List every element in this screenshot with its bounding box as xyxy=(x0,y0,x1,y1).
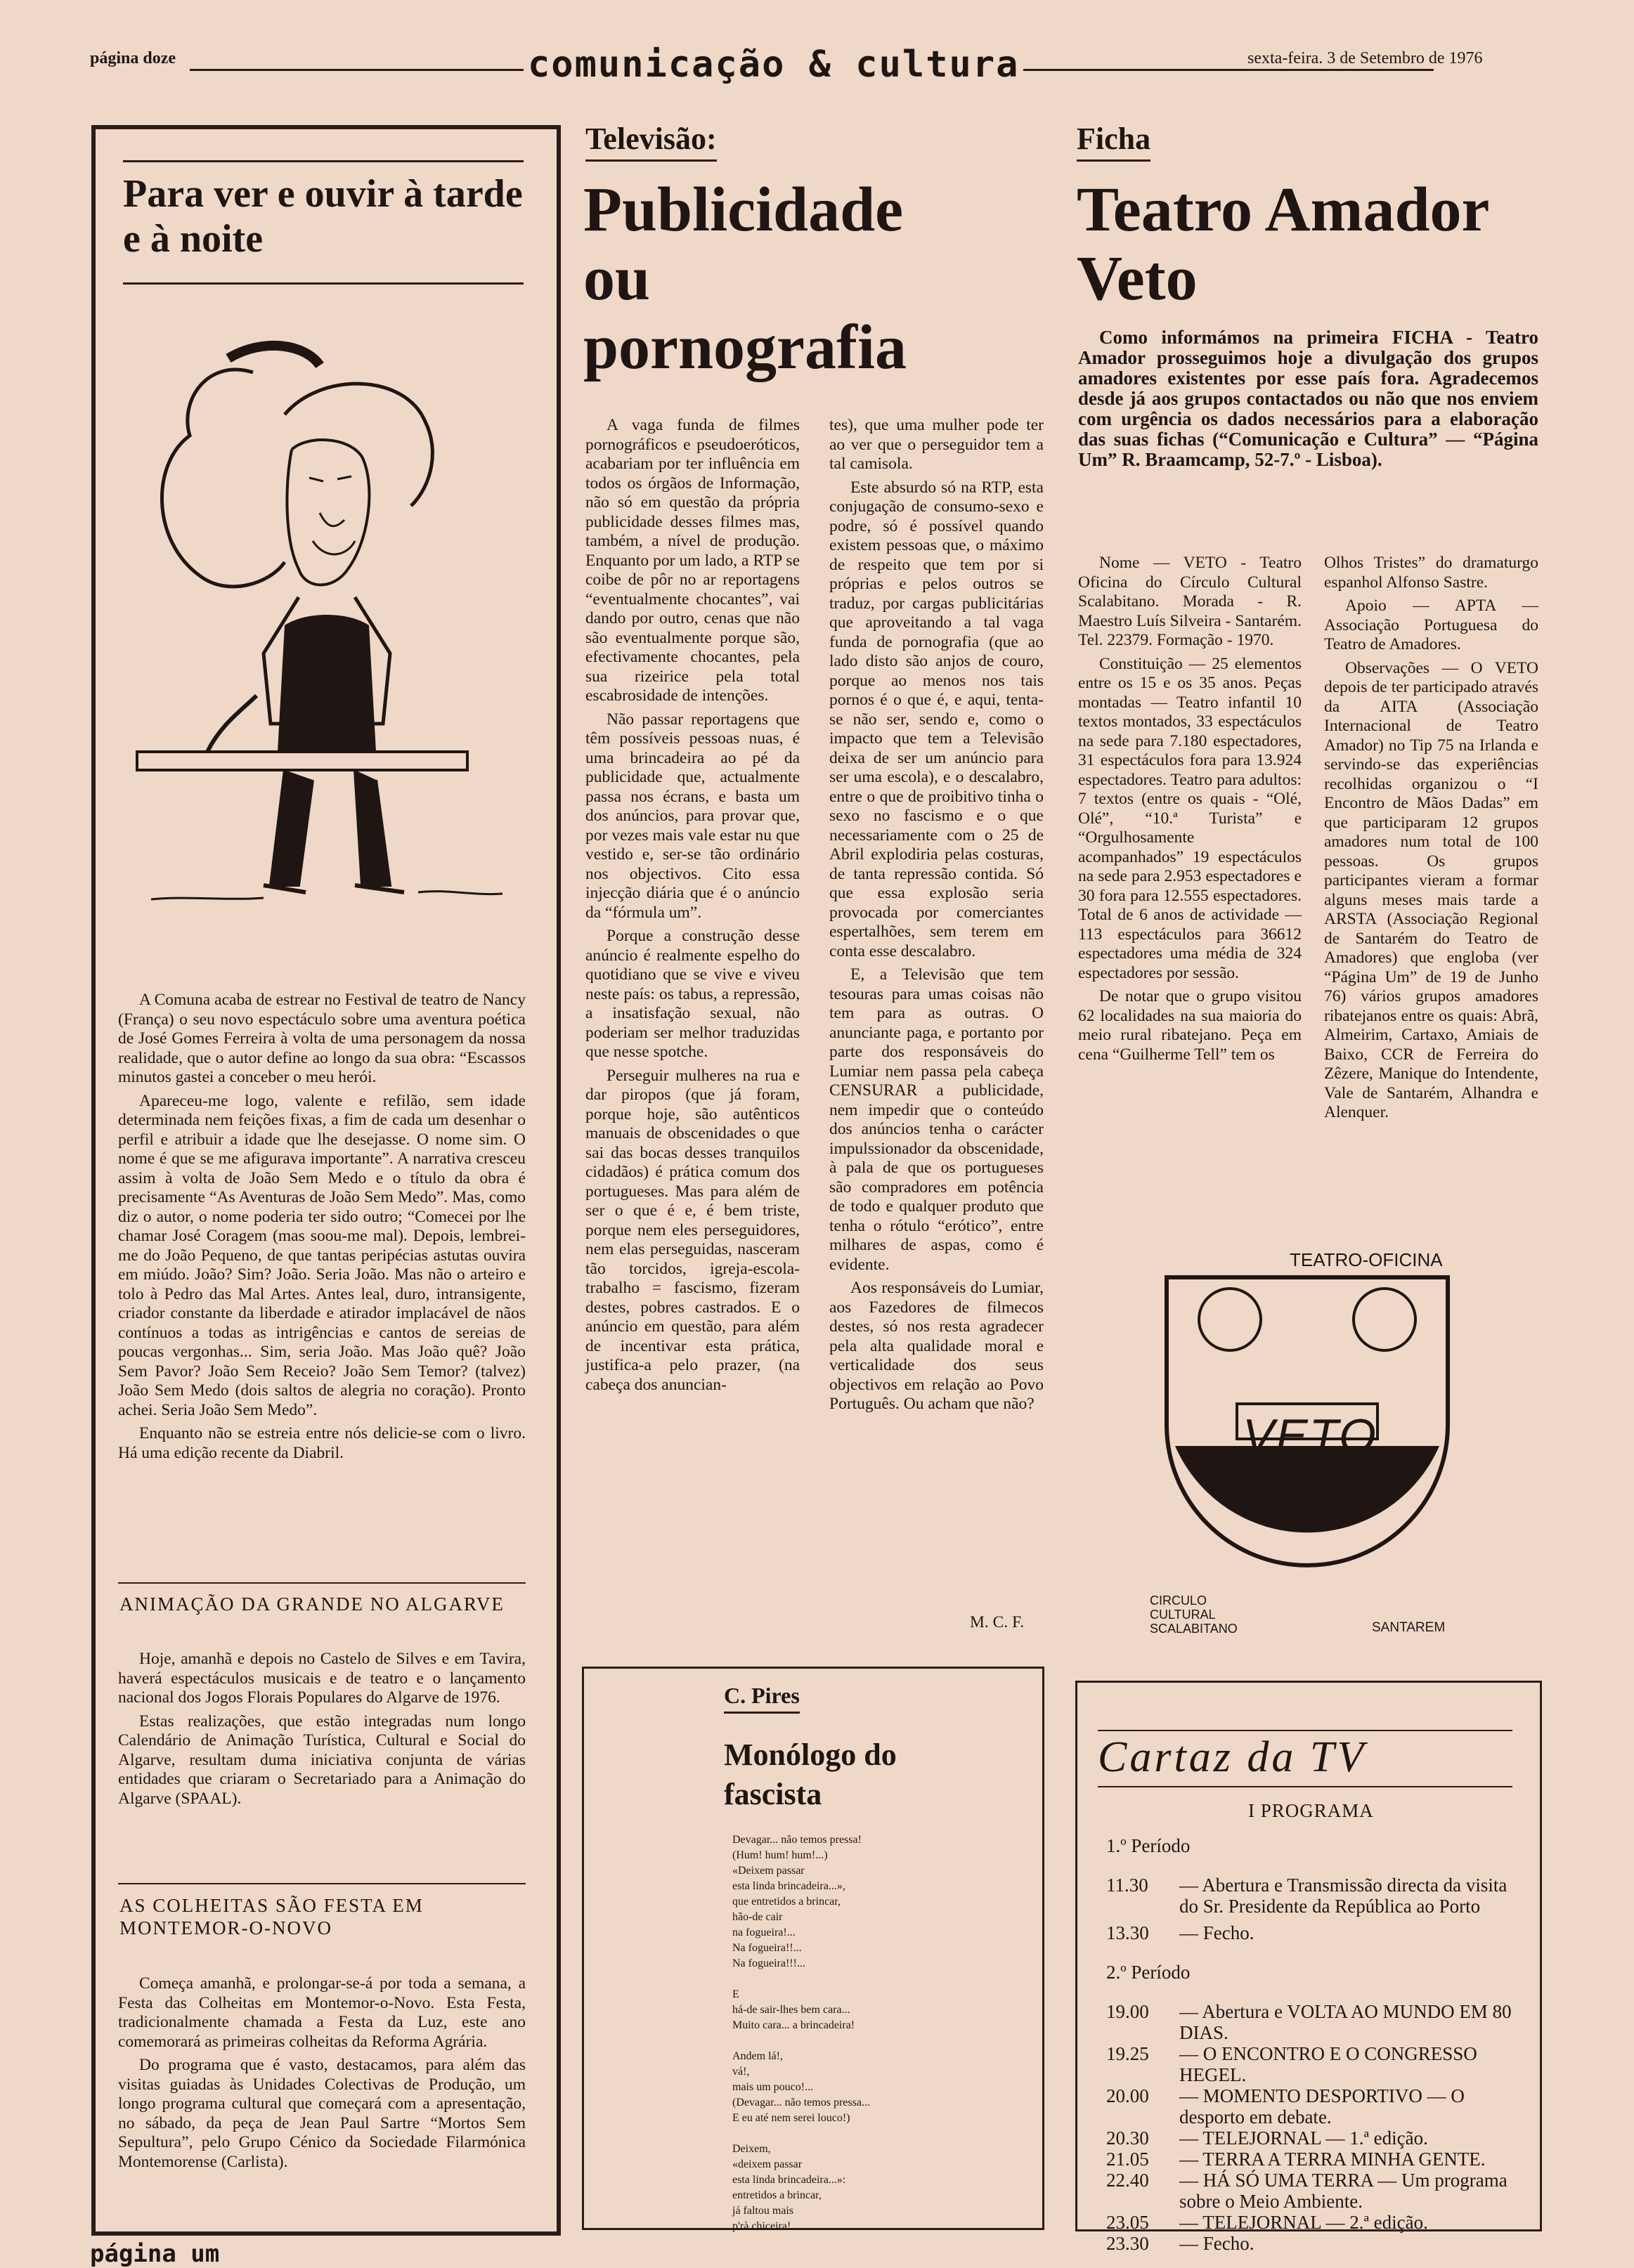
sec2-text: Começa amanhã, e prolongar-se-á por toda a semana, a Festa das Colheitas em Montemor-o-Novo. Esta Festa, tradicionalmente chamada a Festa da Luz, este ano comemorará as primeiras colheitas da Reforma Agrária. Do programa que é vasto, destacamos, para além das visitas guiadas às Unidades Colectivas de Produção, um longo programa cultural que começará com a apresentação, no sábado, da peça de Jean Paul Sartre “Mortos Sem Sepultura”, pelo Grupo Cénico da Sociedade Filarmónica Montemorense (Carlista). xyxy=(118,1974,526,2171)
tv-period-2: 2.º Período xyxy=(1106,1962,1191,1983)
tv-p2-list: 19.00 — Abertura e VOLTA AO MUNDO EM 80 DIAS. 19.25 — O ENCONTRO E O CONGRESSO HEGEL. 20.00 — MOMENTO DESPORTIVO — O desporto em debate. 20.30 — TELEJORNAL — 1.ª edição. 21.05 — TERRA A TERRA MINHA GENTE. 22.40 — HÁ SÓ UMA TERRA — Um programa sobre o Meio Ambiente. 23.05 — TELEJORNAL — 2.ª edição. 23.30 — Fecho. xyxy=(1106,2001,1512,2254)
left-box-title: Para ver e ouvir à tarde e à noite xyxy=(123,172,523,261)
left-intro-text: A Comuna acaba de estrear no Festival de teatro de Nancy (França) o seu novo espectáculo sobre uma aventura poética de José Gomes Ferreira à volta de uma personagem da nossa realidade, que o autor define ao longo da sua obra: “Escassos minutos gastei a conceber o meu herói. Apareceu-me logo, valente e refilão, sem idade determinada nem feições fixas, a fim de cada um desenhar o perfil e atribuir a idade que lhe desejasse. O nome sim. O nome é que se me afigurava importante”. A narrativa cresceu assim à volta de João Sem Medo e o título da obra é precisamente “As Aventuras de João Sem Medo”. Mas, como diz o autor, o nome poderia ter sido outro; “Comecei por lhe chamar José Coragem (mas soou-me mal). Depois, lembrei-me do João Pequeno, de que tantas peripécias astutas ouvira em miúdo. João? Sim? João. Seria João. Mas não o arteiro e tolo à Pedro das Mal Artes. Antes leal, duro, intransigente, criador constante da liberdade e atirador implacável de nãos contínuos a todas as intrigências e cantos de sereias de poucas vergonhas... Sim, seria João. Mas João quê? João Sem Pavor? João Sem Receio? João Sem Temor? (talvez) João Sem Medo (dois saltos de alegria no coração). Pronto achei. Seria João Sem Medo”. Enquanto não se estreia entre nós delicie-se com o livro. Há uma edição recente da Diabril. xyxy=(118,991,526,1462)
right-kicker: Ficha xyxy=(1077,121,1150,162)
tv-period-1: 1.º Período xyxy=(1106,1835,1191,1856)
middle-col1: A vaga funda de filmes pornográficos e pseudoeróticos, acabariam por ter influência em todos os órgãos de Informação, não só em questão da própria publicidade desses filmes mas, também, a nível de produção. Enquanto por um lado, a RTP se coibe de pôr no ar reportagens “eventualmente chocantes”, vai dando por outro, cenas que não são eventualmente porque são, efectivamente chocantes, pela sua rizeirice pela total escabrosidade de intenções. Não passar reportagens que têm possíveis pessoas nuas, é uma brincadeira ao pé da publicidade que, actualmente passa nos écrans, e basta um dos anúncios, para provar que, por vezes mais vale estar nu que vestido e, ser-se tão ordinário nos objectivos. Cito essa injecção diária que é o anúncio da “fórmula um”. Porque a construção desse anúncio é realmente espelho do quotidiano que se vive e viveu neste país: os tabus, a repressão, a insatisfação sexual, não poderiam ser melhor traduzidas que nesse spotche. Perseguir mulheres na rua e dar piropos (que já foram, porque hoje, são autênticos manuais de obscenidades o que sai das bocas desses tranquilos cidadãos) é prática comum dos portugueses. Mas para além de ser o que é e, é bem triste, porque nem eles perseguidores, nem elas perseguidas, nasceram tão torcidos, igreja-escola-trabalho = fascismo, fizeram destes, pobres castrados. E o anúncio em questão, para além de incentivar esta prática, justifica-a pelo prazer, (na cabeça dos anuncian- xyxy=(585,416,800,1394)
caricature-illustration xyxy=(123,330,531,934)
tv-programme: I PROGRAMA xyxy=(1248,1800,1374,1821)
sec2-title: AS COLHEITAS SÃO FESTA EM MONTEMOR-O-NOVO xyxy=(119,1895,424,1938)
logo-bottom-right: SANTAREM xyxy=(1372,1620,1446,1635)
masthead: comunicação & cultura xyxy=(524,44,1023,86)
sec1-text: Hoje, amanhã e depois no Castelo de Silves e em Tavira, haverá espectáculos musicais e de teatro e o lançamento nacional dos Jogos Florais Populares do Algarve de 1976. Estas realizações, que estão integradas num longo Calendário de Animação Turística, Cultural e Social do Algarve, resultam duma iniciativa conjunta de várias entidades que criaram o Secretariado para a Animação do Algarve (SPAAL). xyxy=(118,1650,526,1808)
issue-date: sexta-feira. 3 de Setembro de 1976 xyxy=(1247,49,1483,67)
sec2-rule xyxy=(118,1883,526,1884)
left-title-rule-top xyxy=(123,160,524,162)
sec1-title: ANIMAÇÃO DA GRANDE NO ALGARVE xyxy=(119,1594,505,1615)
tv-title: Cartaz da TV xyxy=(1098,1733,1367,1781)
right-col2: Olhos Tristes” do dramaturgo espanhol Alfonso Sastre. Apoio — APTA — Associação Portuguesa do Teatro de Amadores. Observações — O VETO depois de ter participado através da AITA (Associação Internacional de Teatro Amador) no Tip 75 na Irlanda e servindo-se das experiências recolhidas organizou o “I Encontro de Mãos Dadas” em que participaram 12 grupos amadores num total de 100 pessoas. Os grupos participantes vieram a formar alguns meses mais tarde a ARSTA (Associação Regional de Santarém do Teatro de Amadores) que engloba (ver “Página Um” de 19 de Junho 76) vários grupos amadores ribatejanos entre os quais: Abrã, Almeirim, Cartaxo, Amiais de Baixo, CCR de Ferreira do Zêzere, Manique do Intendente, Vale de Santarém, Alhandra e Alenquer. xyxy=(1324,554,1538,1121)
left-title-rule-bottom xyxy=(123,282,524,285)
right-lead: Como informámos na primeira FICHA - Teatro Amador prosseguimos hoje a divulgação dos grupos amadores existentes por esse país fora. Agradecemos desde já aos grupos contactados ou não que nos enviem com urgência os dados necessários para a elaboração das suas fichas (“Comunicação e Cultura” — “Página Um” R. Braamcamp, 52-7.º - Lisboa). xyxy=(1078,327,1538,470)
tv-title-rule xyxy=(1098,1730,1512,1731)
footer-label: página um xyxy=(90,2240,220,2268)
sec1-rule xyxy=(118,1582,526,1584)
tv-title-rule-bottom xyxy=(1098,1786,1512,1787)
right-headline: Teatro Amador Veto xyxy=(1077,175,1490,313)
logo-bottom-left: CIRCULO CULTURAL SCALABITANO xyxy=(1150,1594,1238,1636)
middle-kicker: Televisão: xyxy=(585,121,717,162)
middle-col2: tes), que uma mulher pode ter ao ver que o perseguidor tem a tal camisola. Este absurdo só na RTP, esta conjugação de consumo-sexo e podre, só é possível quando existem pessoas que, o máximo de respeito que tem por si próprias e pelos outros se traduz, por cargas publicitárias que aproveitando a tal vaga funda de pornografia (que ao lado disto são anjos de couro, porque ao menos nos tais pornos é o que é, e aqui, tenta-se não ser, sendo e, como o impacto que tem a Televisão deixa de ser um anúncio para ser uma escola), e o descalabro, entre o que de proibitivo tinha o sexo no fascismo e o que necessariamente com o 25 de Abril explodiria pelas costuras, de tanta repressão contida. Só que essa explosão seria provocada por comerciantes espertalhões, sem terem em conta esse descalabro. E, a Televisão que tem tesouras para umas coisas não tem para as outras. O anunciante paga, e portanto por parte dos responsáveis do Lumiar nem passa pela cabeça CENSURAR a publicidade, nem impedir que o conteúdo dos anúncios tenha o carácter impulssionador da obscenidade, à pala de que os portugueses são compradores em potência de todo e qualquer produto que tenha o rótulo “erótico”, entre milhares de aspas, como é evidente. Aos responsáveis do Lumiar, aos Fazedores de filmecos destes, só nos resta agradecer pela alta qualidade moral e verticalidade dos seus objectivos em relação ao Povo Português. Ou acham que não? xyxy=(829,416,1044,1413)
middle-signature: M. C. F. xyxy=(970,1613,1025,1631)
right-col1: Nome — VETO - Teatro Oficina do Círculo Cultural Scalabitano. Morada - R. Maestro Luís Silveira - Santarém. Tel. 22379. Formação - 1970. Constituição — 25 elementos entre os 15 e os 35 anos. Peças montadas — Teatro infantil 10 textos montados, 33 espectáculos na sede para 7.180 espectadores, 31 espectáculos fora para 13.924 espectadores. Teatro para adultos: 7 textos (entre os quais - “Olé, Olé”, “10.ª Turista” e “Orgulhosamente acompanhados” 19 espectáculos na sede para 2.953 espectadores e 30 fora para 12.555 espectadores. Total de 6 anos de actividade — 113 espectáculos para 36612 espectadores uma média de 324 espectadores por sessão. De notar que o grupo visitou 62 localidades na sua maioria do meio rural ribatejano. Peça em cena “Guilherme Tell” tem os xyxy=(1078,554,1302,1064)
tv-p1-list: 11.30 — Abertura e Transmissão directa da visita do Sr. Presidente da República ao Porto 13.30 — Fecho. xyxy=(1106,1875,1507,1943)
page-label: página doze xyxy=(90,49,176,67)
poem-lines: Devagar... não temos pressa! (Hum! hum! hum!...) «Deixem passar esta linda brincadeira...», que entretidos a brincar, hão-de cair na fogueira!... Na fogueira!!... Na fogueira!!!... E há-de sair-lhes bem cara... Muito cara... a brincadeira! Andem lá!, vá!, mais um pouco!... (Devagar... não temos pressa... E eu até nem serei louco!) Deixem, «deixem passar esta linda brincadeira...»: entretidos a brincar, já faltou mais p'rà chiceira!... xyxy=(732,1834,870,2232)
logo-word: VETO xyxy=(1243,1409,1377,1463)
poem-author: C. Pires xyxy=(724,1683,800,1714)
logo-top-label: TEATRO-OFICINA xyxy=(1290,1249,1443,1270)
poem-title: Monólogo do fascista xyxy=(724,1738,897,1811)
middle-headline: Publicidade ou pornografia xyxy=(583,175,907,382)
